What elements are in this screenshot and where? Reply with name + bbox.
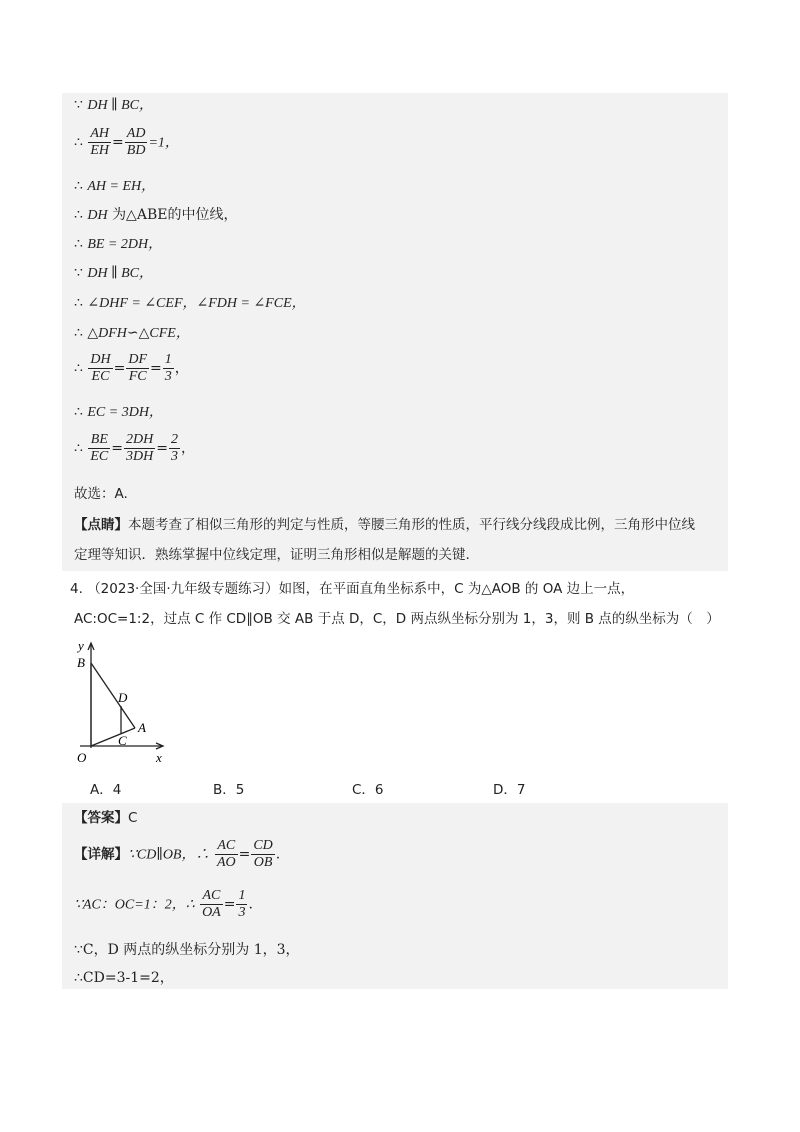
detail-line-1: 【详解】∵CD∥OB，∴ $\frac{AC}{AO}$ = $\frac{CD}{OB}$ .	[74, 838, 281, 870]
answer-line: 【答案】C	[74, 810, 138, 826]
label-c: C	[118, 733, 127, 748]
label-a: A	[138, 720, 146, 735]
comment-line-1: 【点睛】本题考查了相似三角形的判定与性质，等腰三角形的性质，平行线分线段成比例，三角形中位线	[74, 517, 695, 533]
option-b[interactable]: B．5	[213, 782, 245, 798]
solution-line-3: ∴ AH = EH，	[74, 178, 156, 194]
label-o: O	[77, 750, 87, 765]
label-d: D	[118, 690, 128, 705]
solution-choice: 故选：A.	[74, 486, 128, 502]
solution-line-9: ∴ $\frac{DH}{EC}$ = $\frac{DF}{FC}$ = $\frac{1}{3}$ ，	[74, 352, 189, 384]
question-line-1: 4. （2023·全国·九年级专题练习）如图，在平面直角坐标系中，C 为△AOB 的 OA 边上一点，	[70, 581, 635, 597]
side-oa	[91, 728, 135, 746]
solution-line-4: ∴ DH 为△ABE的中位线，	[74, 207, 238, 223]
label-b: B	[77, 655, 85, 670]
solution-line-2: ∴ $\frac{AH}{EH}$ = $\frac{AD}{BD}$ =1，	[74, 126, 179, 158]
solution-line-11: ∴ $\frac{BE}{EC}$ = $\frac{2DH}{3DH}$ = $\frac{2}{3}$ ，	[74, 432, 195, 464]
label-y: y	[78, 638, 84, 653]
option-a[interactable]: A．4	[90, 782, 122, 798]
solution-line-7: ∴ ∠DHF = ∠CEF，∠FDH = ∠FCE，	[74, 295, 306, 311]
solution-line-5: ∴ BE = 2DH，	[74, 236, 163, 252]
solution-line-10: ∴ EC = 3DH，	[74, 404, 163, 420]
solution-line-6: ∵ DH ∥ BC，	[74, 265, 153, 281]
detail-line-4: ∴CD=3-1=2，	[74, 970, 174, 986]
label-x: x	[156, 750, 162, 765]
solution-line-1: ∵ DH ∥ BC，	[74, 97, 153, 113]
detail-line-2: ∵AC：OC=1：2，∴ $\frac{AC}{OA}$ = $\frac{1}{3}$ .	[74, 888, 253, 920]
detail-line-3: ∵C，D 两点的纵坐标分别为 1，3，	[74, 942, 300, 958]
question-line-2: AC:OC=1:2，过点 C 作 CD∥OB 交 AB 于点 D，C，D 两点纵坐标分别为 1，3，则 B 点的纵坐标为（ ）	[74, 611, 720, 627]
option-c[interactable]: C．6	[352, 782, 384, 798]
option-d[interactable]: D．7	[493, 782, 526, 798]
coordinate-figure	[70, 638, 180, 766]
comment-line-2: 定理等知识．熟练掌握中位线定理，证明三角形相似是解题的关键.	[74, 547, 470, 563]
solution-line-8: ∴ △DFH∽△CFE，	[74, 325, 190, 341]
side-ba	[91, 663, 135, 728]
